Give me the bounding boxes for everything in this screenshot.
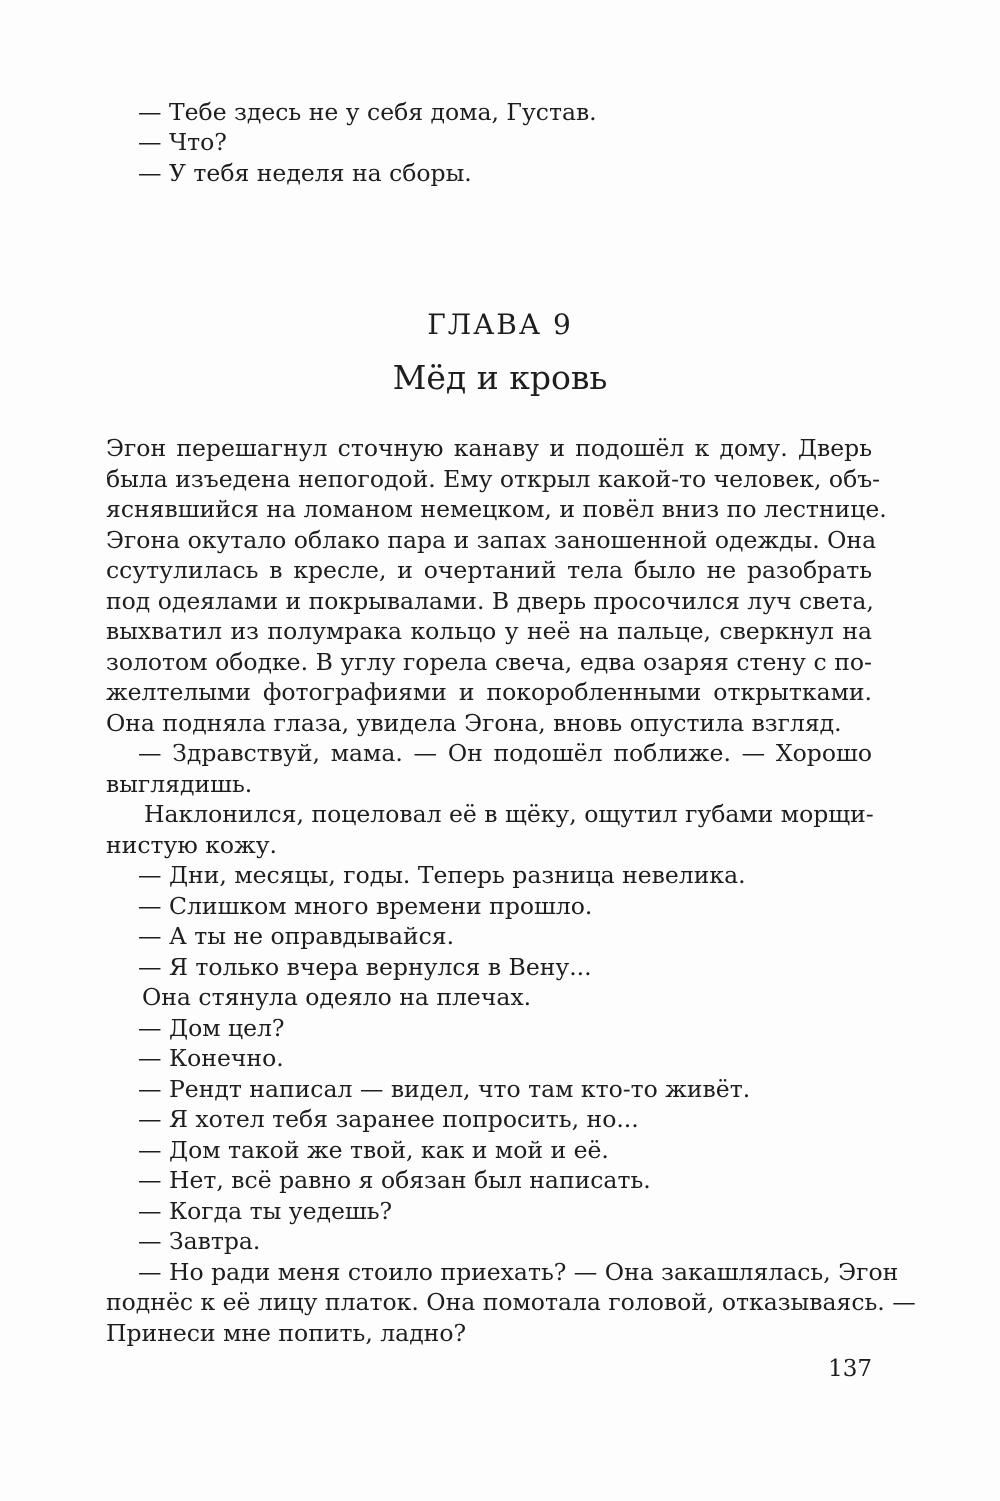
paragraph-line: желтелыми фотографиями и покоробленными открытками. [106, 678, 872, 706]
dialogue-line: выглядишь. [106, 770, 253, 798]
dialogue-line: — Дом такой же твой, как и мой и её. [138, 1136, 609, 1164]
dialogue-line: — Но ради меня стоило приехать? — Она закашлялась, Эгон [138, 1258, 899, 1286]
page-number: 137 [828, 1356, 872, 1382]
paragraph-line: Наклонился, поцеловал её в щёку, ощутил губами морщи- [144, 800, 874, 828]
paragraph-line: Она стянула одеяло на плечах. [142, 983, 532, 1011]
paragraph-line: золотом ободке. В углу горела свеча, едва озаряя стену с по- [106, 648, 872, 676]
paragraph-line: поднёс к её лицу платок. Она помотала головой, отказываясь. — [106, 1288, 916, 1316]
dialogue-line: — У тебя неделя на сборы. [138, 159, 472, 187]
paragraph-line: Принеси мне попить, ладно? [106, 1319, 467, 1347]
paragraph-line: Эгон перешагнул сточную канаву и подошёл к дому. Дверь [106, 434, 872, 462]
dialogue-line: — Что? [138, 128, 227, 156]
paragraph-line: ссутулилась в кресле, и очертаний тела было не разобрать [106, 556, 872, 584]
dialogue-line: — Рендт написал — видел, что там кто-то живёт. [138, 1075, 751, 1103]
dialogue-line: — Завтра. [138, 1227, 261, 1255]
paragraph-line: Эгона окутало облако пара и запах заношенной одежды. Она [106, 526, 877, 554]
dialogue-line: — Дни, месяцы, годы. Теперь разница невелика. [138, 861, 746, 889]
dialogue-line: — Здравствуй, мама. — Он подошёл поближе. — Хорошо [138, 739, 872, 767]
dialogue-line: — Конечно. [138, 1044, 284, 1072]
dialogue-line: — Дом цел? [138, 1014, 285, 1042]
dialogue-line: — Слишком много времени прошло. [138, 892, 593, 920]
dialogue-line: — Я хотел тебя заранее попросить, но... [138, 1105, 639, 1133]
paragraph-line: Она подняла глаза, увидела Эгона, вновь опустила взгляд. [106, 709, 842, 737]
dialogue-line: — Я только вчера вернулся в Вену... [138, 953, 592, 981]
chapter-label: ГЛАВА 9 [427, 308, 573, 341]
chapter-title: Мёд и кровь [392, 358, 608, 397]
paragraph-line: нистую кожу. [106, 831, 277, 859]
dialogue-line: — Тебе здесь не у себя дома, Густав. [138, 98, 597, 126]
paragraph-line: выхватил из полумрака кольцо у неё на пальце, сверкнул на [106, 617, 872, 645]
paragraph-line: яснявшийся на ломаном немецком, и повёл вниз по лестнице. [106, 495, 887, 523]
paragraph-line: под одеялами и покрывалами. В дверь просочился луч света, [106, 587, 874, 615]
dialogue-line: — Когда ты уедешь? [138, 1197, 393, 1225]
dialogue-line: — Нет, всё равно я обязан был написать. [138, 1166, 651, 1194]
dialogue-line: — А ты не оправдывайся. [138, 922, 455, 950]
paragraph-line: была изъедена непогодой. Ему открыл какой-то человек, объ- [106, 465, 881, 493]
